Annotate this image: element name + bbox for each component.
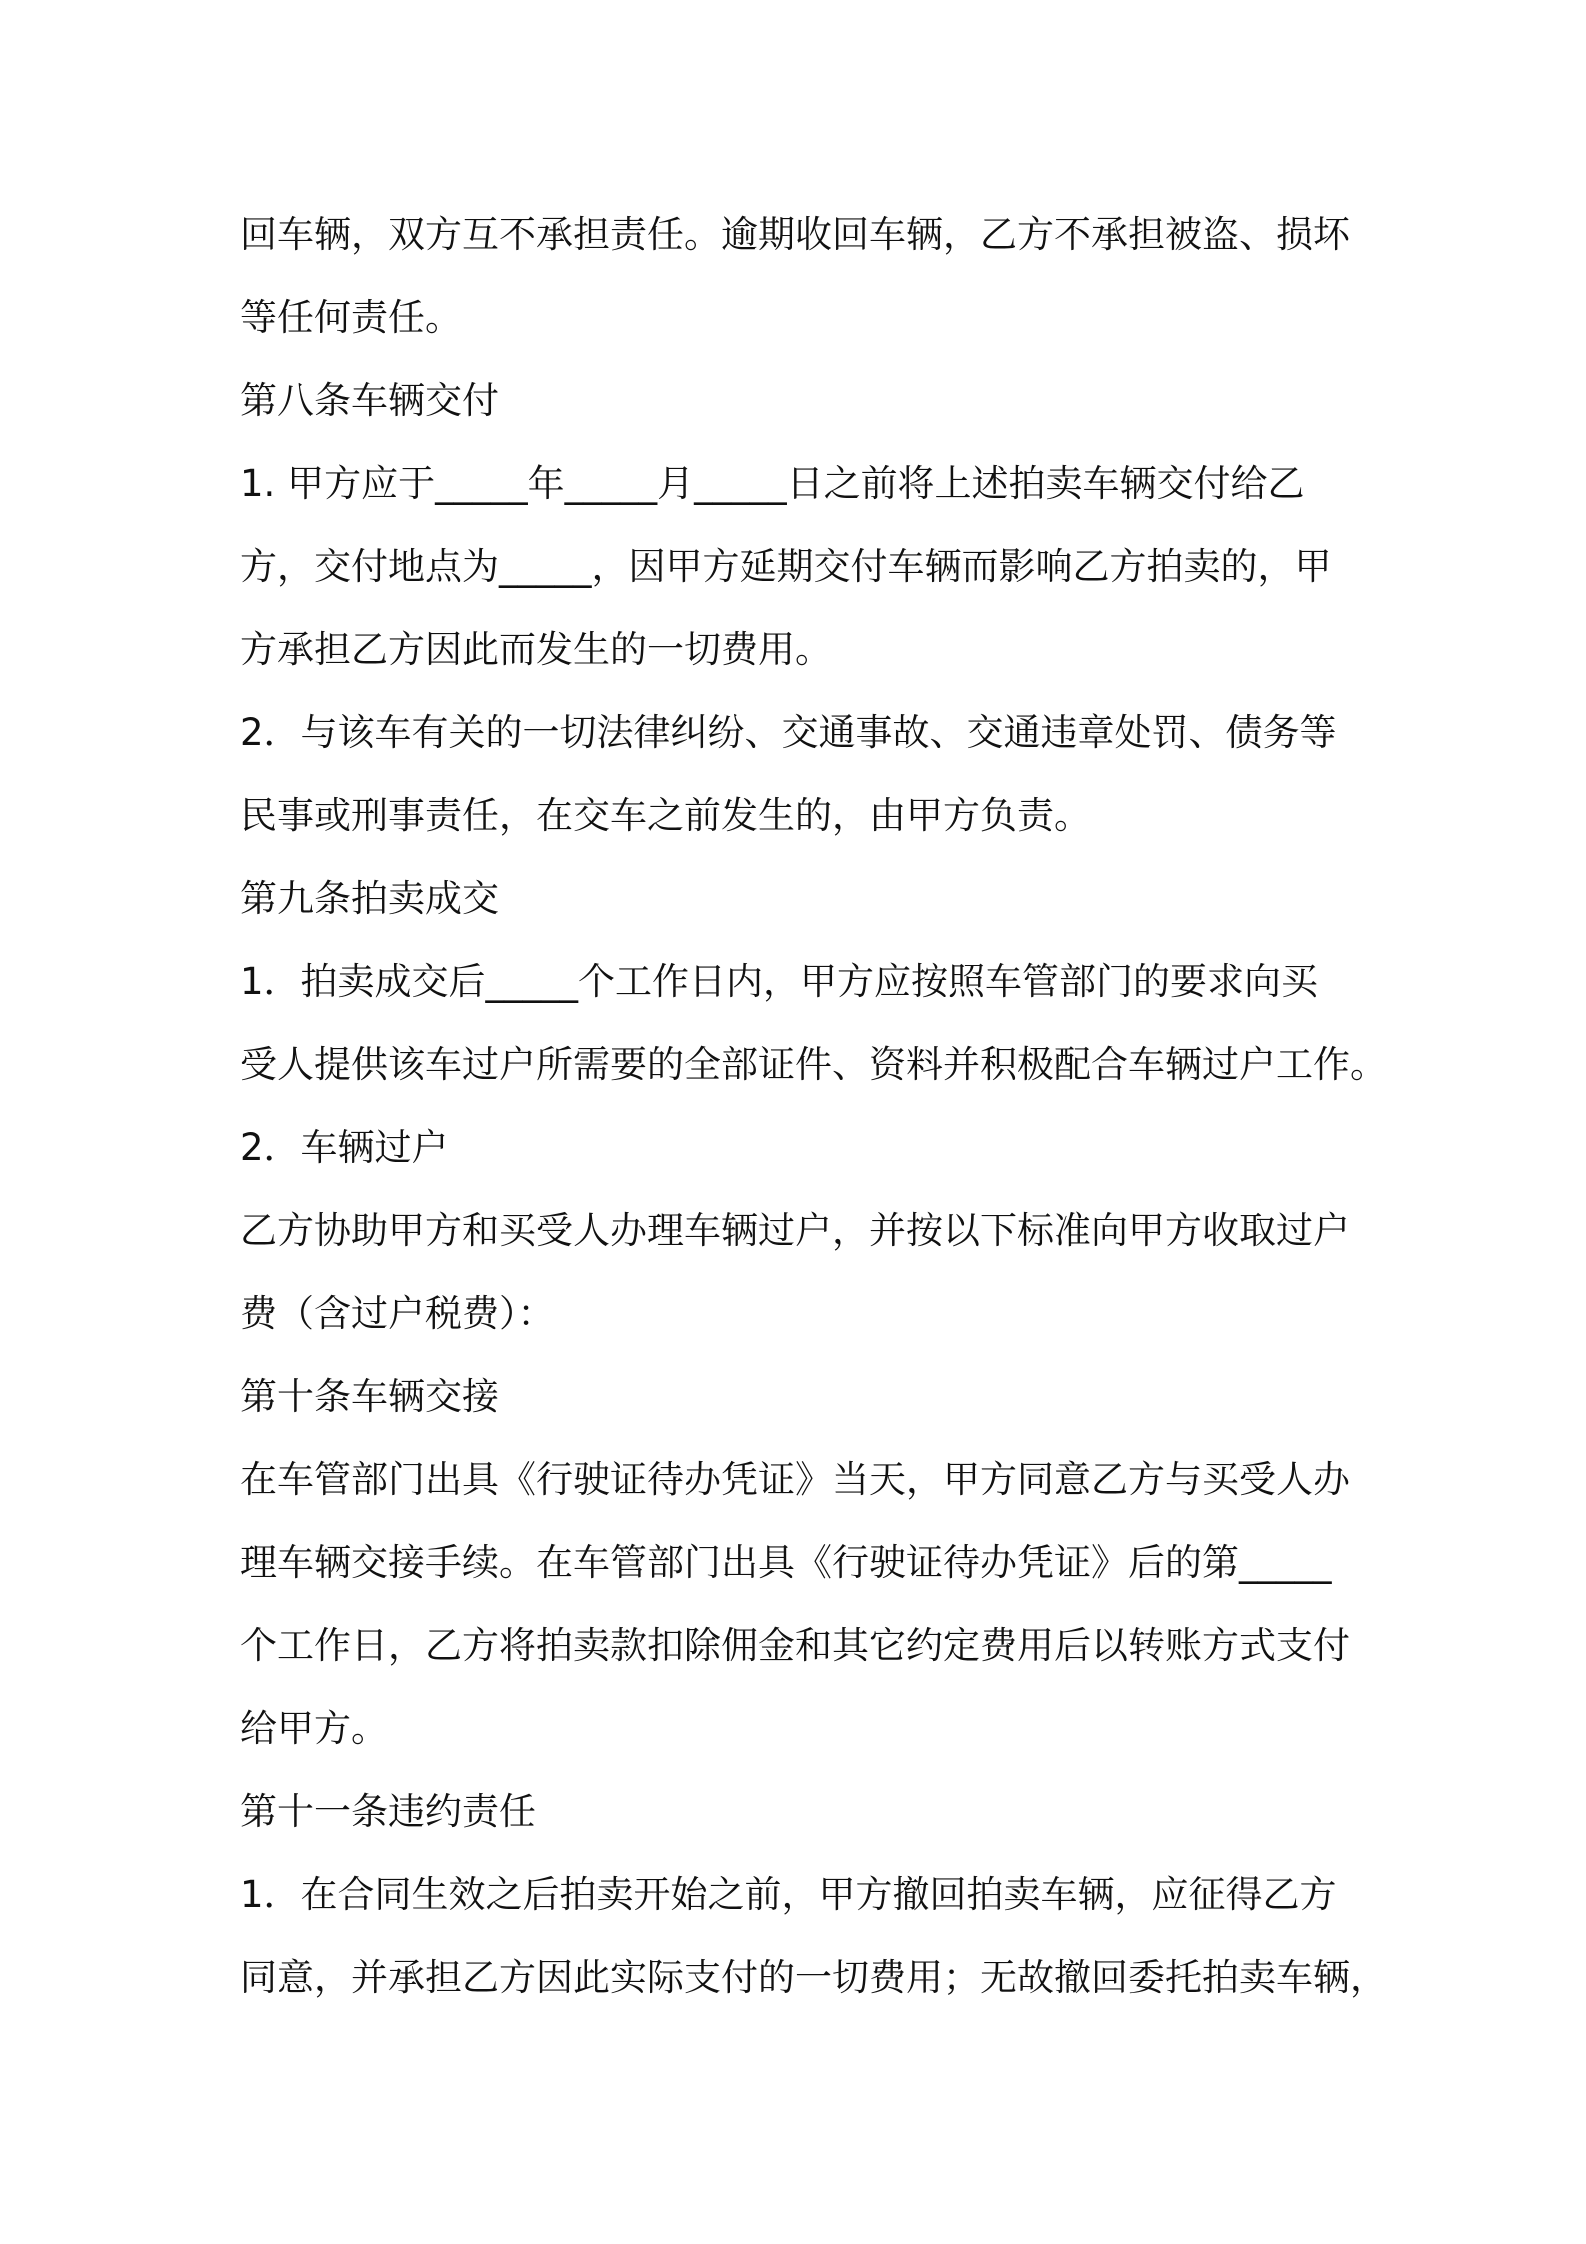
text-line: 方承担乙方因此而发生的一切费用。 bbox=[240, 628, 832, 671]
text-line: 在车管部门出具《行驶证待办凭证》当天，甲方同意乙方与买受人办 bbox=[240, 1458, 1350, 1501]
text-line: 同意，并承担乙方因此实际支付的一切费用；无故撤回委托拍卖车辆， bbox=[240, 1956, 1387, 1999]
section-heading: 第九条拍卖成交 bbox=[240, 877, 499, 920]
text-line: 受人提供该车过户所需要的全部证件、资料并积极配合车辆过户工作。 bbox=[240, 1043, 1387, 1086]
text-line: 1．拍卖成交后_____个工作日内，甲方应按照车管部门的要求向买 bbox=[240, 960, 1319, 1003]
text-line: 回车辆，双方互不承担责任。逾期收回车辆，乙方不承担被盗、损坏 bbox=[240, 213, 1350, 256]
text-line: 1. 甲方应于_____年_____月_____日之前将上述拍卖车辆交付给乙 bbox=[240, 462, 1305, 505]
text-line: 民事或刑事责任，在交车之前发生的，由甲方负责。 bbox=[240, 794, 1091, 837]
text-line: 等任何责任。 bbox=[240, 296, 462, 339]
section-heading: 第十条车辆交接 bbox=[240, 1375, 499, 1418]
text-line: 2．与该车有关的一切法律纠纷、交通事故、交通违章处罚、债务等 bbox=[240, 711, 1337, 754]
document-body bbox=[240, 193, 1387, 2019]
section-heading: 第八条车辆交付 bbox=[240, 379, 499, 422]
text-line: 1．在合同生效之后拍卖开始之前，甲方撤回拍卖车辆，应征得乙方 bbox=[240, 1873, 1337, 1916]
section-heading: 第十一条违约责任 bbox=[240, 1790, 536, 1833]
text-line: 2．车辆过户 bbox=[240, 1126, 449, 1169]
text-line: 乙方协助甲方和买受人办理车辆过户，并按以下标准向甲方收取过户 bbox=[240, 1209, 1350, 1252]
text-line: 方，交付地点为_____，因甲方延期交付车辆而影响乙方拍卖的，甲 bbox=[240, 545, 1332, 588]
text-line: 个工作日，乙方将拍卖款扣除佣金和其它约定费用后以转账方式支付 bbox=[240, 1624, 1350, 1667]
text-line: 费（含过户税费）： bbox=[240, 1292, 555, 1335]
text-line: 理车辆交接手续。在车管部门出具《行驶证待办凭证》后的第_____ bbox=[240, 1541, 1332, 1584]
text-line: 给甲方。 bbox=[240, 1707, 388, 1750]
